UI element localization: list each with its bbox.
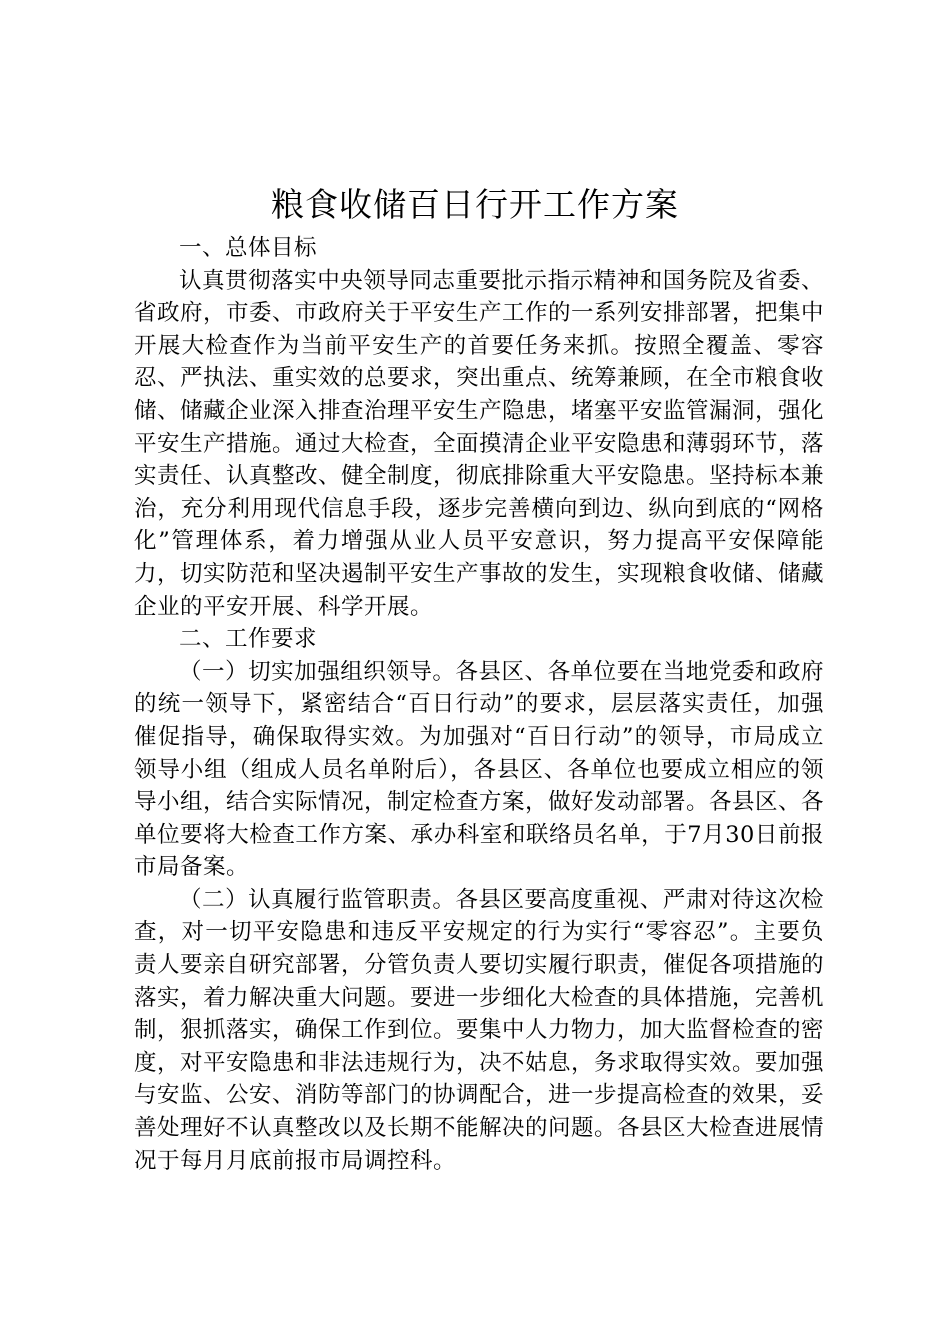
document-body <box>134 232 824 1177</box>
paragraph-overall-goal: 认真贯彻落实中央领导同志重要批示指示精神和国务院及省委、省政府，市委、市政府关于平安生产工作的一系列安排部署，把集中开展大检查作为当前平安生产的首要任务来抓。按照全覆盖、零容忍、严执法、重实效的总要求，突出重点、统筹兼顾，在全市粮食收储、储藏企业深入排查治理平安生产隐患，堵塞平安监管漏洞，强化平安生产措施。通过大检查，全面摸清企业平安隐患和薄弱环节，落实责任、认真整改、健全制度，彻底排除重大平安隐患。坚持标本兼治，充分利用现代信息手段，逐步完善横向到边、纵向到底的“网格化”管理体系，着力增强从业人员平安意识，努力提高平安保障能力，切实防范和坚决遏制平安生产事故的发生，实现粮食收储、储藏企业的平安开展、科学开展。 <box>134 267 825 620</box>
paragraph-supervision-duties: （二）认真履行监管职责。各县区要高度重视、严肃对待这次检查，对一切平安隐患和违反平安规定的行为实行“零容忍”。主要负责人要亲自研究部署，分管负责人要切实履行职责，催促各项措施的落实，着力解决重大问题。要进一步细化大检查的具体措施，完善机制，狠抓落实，确保工作到位。要集中人力物力，加大监督检查的密度，对平安隐患和非法违规行为，决不姑息，务求取得实效。要加强与安监、公安、消防等部门的协调配合，进一步提高检查的效果，妥善处理好不认真整改以及长期不能解决的问题。各县区大检查进展情况于每月月底前报市局调控科。 <box>134 886 825 1174</box>
paragraph-organization-leadership: （一）切实加强组织领导。各县区、各单位要在当地党委和政府的统一领导下，紧密结合“百日行动”的要求，层层落实责任，加强催促指导，确保取得实效。为加强对“百日行动”的领导，市局成立领导小组（组成人员名单附后），各县区、各单位也要成立相应的领导小组，结合实际情况，制定检查方案，做好发动部署。各县区、各单位要将大检查工作方案、承办科室和联络员名单，于7月30日前报市局备案。 <box>134 658 825 881</box>
document-title: 粮食收储百日行开工作方案 <box>271 185 679 224</box>
section-heading-work-requirements: 二、工作要求 <box>179 626 318 653</box>
section-heading-overall-goal: 一、总体目标 <box>179 235 318 261</box>
